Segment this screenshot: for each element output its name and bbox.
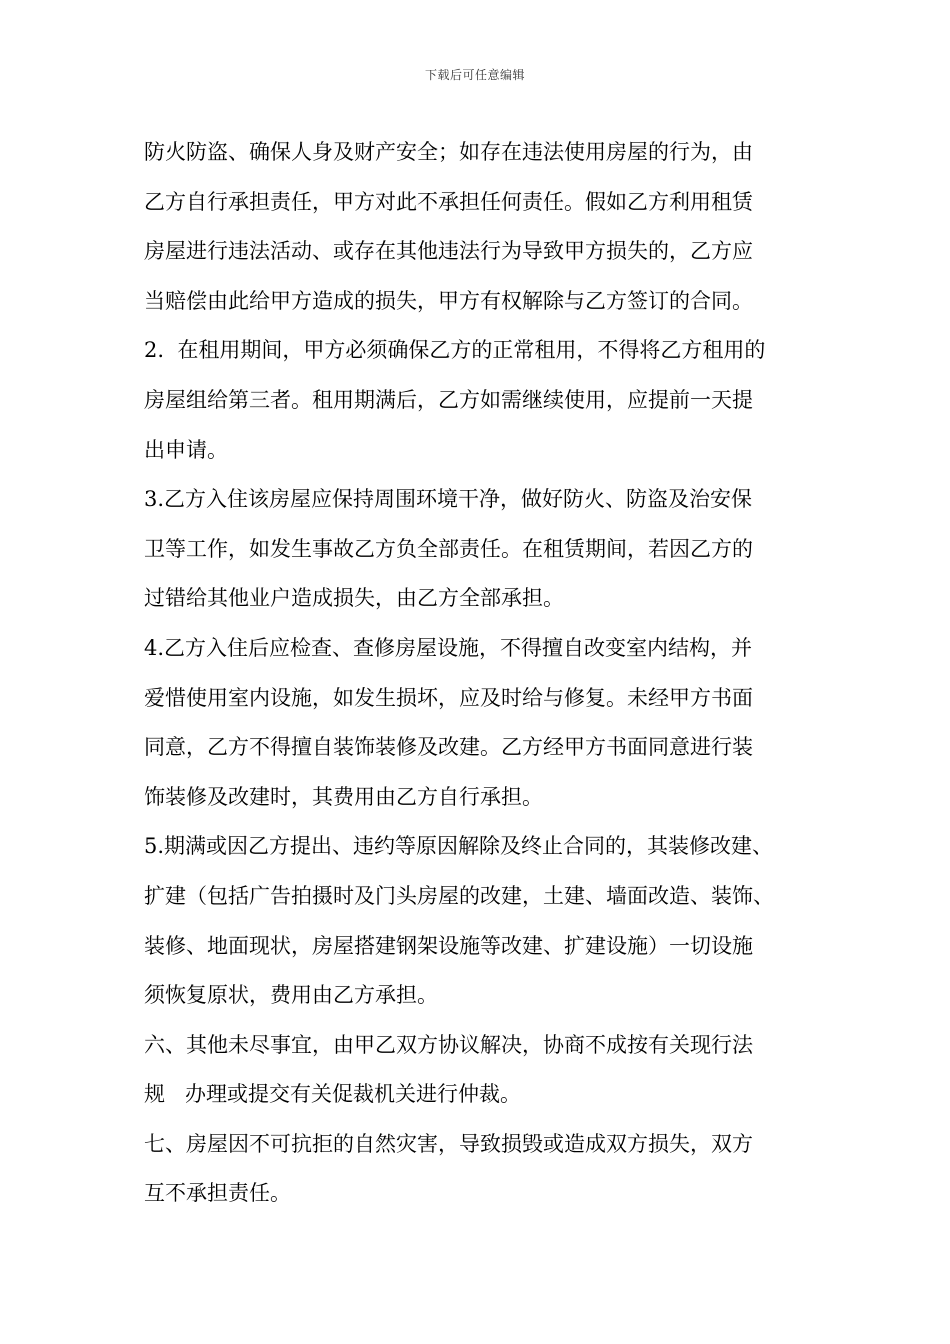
text-line: 须恢复原状，费用由乙方承担。	[144, 983, 438, 1008]
text-line: 出申请。	[144, 437, 228, 462]
text-line: 当赔偿由此给甲方造成的损失，甲方有权解除与乙方签订的合同。	[144, 288, 753, 313]
text-line: 卫等工作，如发生事故乙方负全部责任。在租赁期间，若因乙方的	[144, 536, 753, 561]
text-line: 扩建（包括广告拍摄时及门头房屋的改建，土建、墙面改造、装饰、	[144, 883, 774, 908]
text-line: 乙方自行承担责任，甲方对此不承担任何责任。假如乙方利用租赁	[144, 189, 753, 214]
text-line: 爱惜使用室内设施，如发生损坏，应及时给与修复。未经甲方书面	[144, 685, 753, 710]
text-line: 饰装修及改建时，其费用由乙方自行承担。	[144, 784, 543, 809]
text-line: 5.期满或因乙方提出、违约等原因解除及终止合同的，其装修改建、	[144, 834, 774, 859]
text-line: 房屋组给第三者。租用期满后，乙方如需继续使用，应提前一天提	[144, 387, 753, 412]
text-line: 七、房屋因不可抗拒的自然灾害，导致损毁或造成双方损失，双方	[144, 1131, 753, 1156]
text-line: 规 办理或提交有关促裁机关进行仲裁。	[144, 1082, 522, 1107]
text-line: 互不承担责任。	[144, 1181, 291, 1206]
text-line: 房屋进行违法活动、或存在其他违法行为导致甲方损失的，乙方应	[144, 239, 753, 264]
page-header-note: 下载后可任意编辑	[424, 68, 525, 82]
text-line: 过错给其他业户造成损失，由乙方全部承担。	[144, 586, 564, 611]
contract-body-text	[144, 128, 830, 1219]
text-line: 4.乙方入住后应检查、查修房屋设施，不得擅自改变室内结构，并	[144, 635, 753, 660]
text-line: 3.乙方入住该房屋应保持周围环境干净，做好防火、防盗及治安保	[144, 487, 753, 512]
text-line: 防火防盗、确保人身及财产安全；如存在违法使用房屋的行为，由	[144, 140, 753, 164]
text-line: 同意，乙方不得擅自装饰装修及改建。乙方经甲方书面同意进行装	[144, 735, 753, 760]
text-line: 2. 在租用期间，甲方必须确保乙方的正常租用，不得将乙方租用的	[144, 338, 766, 363]
text-line: 装修、地面现状，房屋搭建钢架设施等改建、扩建设施）一切设施	[144, 933, 753, 958]
text-line: 六、其他未尽事宜，由甲乙双方协议解决，协商不成按有关现行法	[144, 1032, 753, 1057]
